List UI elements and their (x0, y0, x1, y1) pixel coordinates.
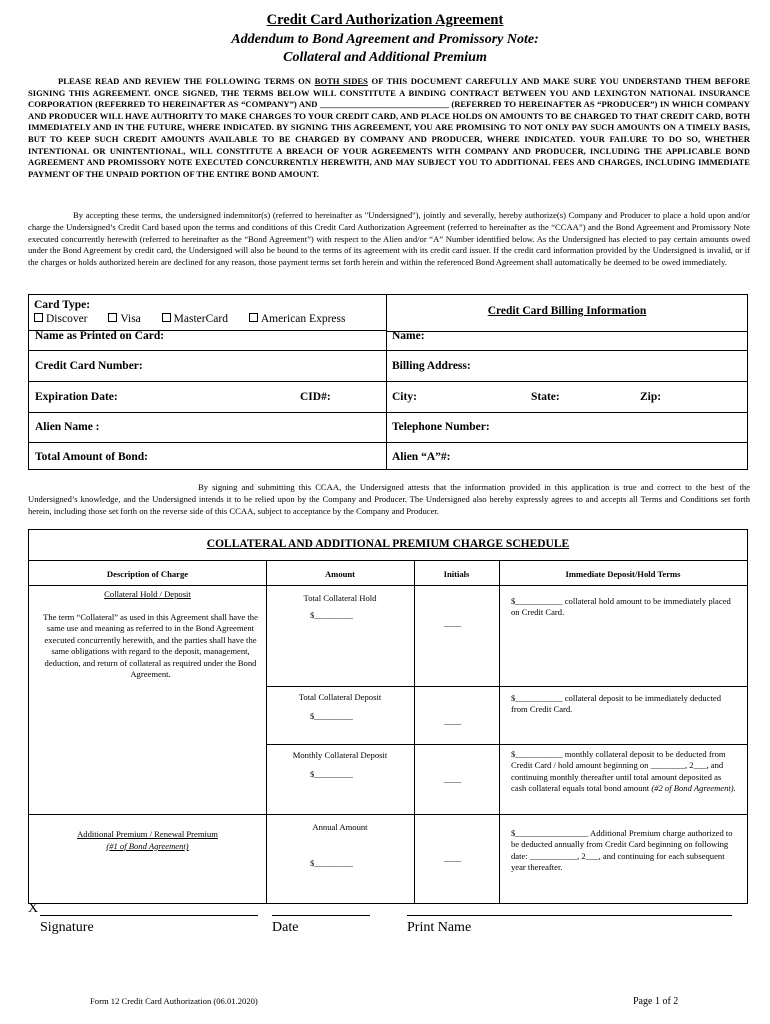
amount-input-monthly[interactable]: $_________ (310, 769, 353, 779)
option-label: Discover (46, 313, 88, 325)
expiration-date-field[interactable]: Expiration Date: (35, 391, 118, 403)
attestation-paragraph: By signing and submitting this CCAA, the Undersigned attests that the information provided in this application is true and correct to the best of the Undersigned’s knowledge, and the Undersigned intends it to be relied upon by the Company and Producer. The Undersigned also hereby expressly agrees to and accepts all Terms and Conditions set forth herein, including those set forth on the reverse side of this CCAA, subject to acceptance by the Company and Producer. (28, 482, 750, 516)
date-label: Date (272, 920, 299, 935)
cid-field[interactable]: CID#: (300, 391, 331, 403)
billing-address-field[interactable]: Billing Address: (392, 360, 471, 372)
option-label: MasterCard (173, 313, 228, 325)
signature-x-mark: X (28, 901, 39, 916)
terms-deposit: $___________ collateral deposit to be immediately deducted from Credit Card. (511, 693, 722, 715)
collateral-description: The term “Collateral” as used in this Agreement shall have the same use and meaning as referred to in the Bond Agreement executed concurrently herewith, and the parties shall have the same obligations with regard to the deposit, management, deduction, and return of collateral as required under the Bond Agreement. (43, 612, 258, 680)
print-name-line[interactable] (407, 915, 732, 916)
billing-info-header: Credit Card Billing Information (487, 305, 647, 317)
amount-input-annual[interactable]: $_________ (310, 858, 353, 868)
premium-reference: (#1 of Bond Agreement) (106, 841, 189, 851)
premium-label: Additional Premium / Renewal Premium (77, 829, 218, 839)
amount-input-deposit[interactable]: $_________ (310, 711, 353, 721)
terms-hold: $___________ collateral hold amount to be immediately placed on Credit Card. (511, 596, 731, 618)
zip-field[interactable]: Zip: (640, 391, 662, 403)
charge-schedule (28, 529, 748, 904)
name-field[interactable]: Name: (392, 330, 425, 342)
amount-label-deposit: Total Collateral Deposit (298, 692, 382, 702)
document-subtitle-2: Collateral and Additional Premium (283, 50, 487, 65)
page-number: Page 1 of 2 (633, 996, 679, 1007)
state-field[interactable]: State: (531, 391, 560, 403)
terms-monthly-ref: (#2 of Bond Agreement). (651, 783, 736, 794)
authorization-paragraph: By accepting these terms, the undersigned indemnitor(s) (referred to hereinafter as "Undersigned"), jointly and severally, hereby authorize(s) Company and Producer to place a hold upon and/or charge the Undersigned’s Credit Card based upon the terms and conditions of this Credit Card Authorization Agreement (referred to hereinafter as the “CCAA”) and the Bond Agreement and Promissory Note executed concurrently herewith (referred to hereinafter as the “Bond Agreement”) with respect to the Alien and/or “A” Number identified below. As the Undersigned has elected to pay certain amounts owed under the Bond Agreement by credit card, the Undersigned will also be bound to the terms of its agreement with its credit card issuer. If the credit card information provided by the Undersigned is invalid, or if the charges or holds authorized herein are declined for any reason, those payment terms set forth herein and within the referenced Bond Agreement shall automatically be deemed to be owed immediately. (28, 210, 750, 268)
print-name-label: Print Name (407, 920, 472, 935)
header-description: Description of Charge (106, 569, 189, 579)
document-title: Credit Card Authorization Agreement (266, 12, 504, 28)
date-line[interactable] (272, 915, 370, 916)
schedule-title: COLLATERAL AND ADDITIONAL PREMIUM CHARGE SCHEDULE (206, 538, 570, 550)
notice-paragraph (28, 76, 750, 180)
collateral-label: Collateral Hold / Deposit (104, 589, 191, 599)
initials-input-deposit[interactable]: ____ (444, 716, 462, 726)
amount-input-hold[interactable]: $_________ (310, 610, 353, 620)
card-number-field[interactable]: Credit Card Number: (35, 360, 143, 372)
signature-line[interactable] (40, 915, 258, 916)
terms-monthly (511, 749, 737, 795)
form-id: Form 12 Credit Card Authorization (06.01.2020) (90, 996, 258, 1006)
option-label: Visa (120, 313, 141, 325)
header-initials: Initials (443, 569, 470, 579)
name-on-card-field[interactable]: Name as Printed on Card: (35, 330, 165, 342)
option-label: American Express (260, 313, 346, 325)
card-type-label: Card Type: (34, 299, 91, 311)
initials-input-monthly[interactable]: ____ (444, 774, 462, 784)
alien-name-field[interactable]: Alien Name : (35, 421, 100, 433)
total-bond-field[interactable]: Total Amount of Bond: (35, 451, 149, 463)
header-terms: Immediate Deposit/Hold Terms (565, 569, 681, 579)
header-amount: Amount (324, 569, 356, 579)
amount-label-monthly: Monthly Collateral Deposit (292, 750, 388, 760)
telephone-field[interactable]: Telephone Number: (392, 421, 490, 433)
amount-label-hold: Total Collateral Hold (303, 593, 377, 603)
notice-text-a: PLEASE READ AND REVIEW THE FOLLOWING TERMS ON (58, 76, 315, 86)
alien-a-number-field[interactable]: Alien “A”#: (392, 451, 451, 463)
initials-input-annual[interactable]: ____ (444, 853, 462, 863)
amount-label-annual: Annual Amount (312, 822, 368, 832)
initials-input-hold[interactable]: ____ (444, 618, 462, 628)
terms-monthly-text: $___________ monthly collateral deposit to be deducted from Credit Card / hold amount beginning on ________, 2___, and continuing monthly thereafter until total amount deposited as cash collateral equals total bond amount (511, 749, 726, 794)
notice-both-sides: BOTH SIDES (314, 76, 368, 86)
document-subtitle: Addendum to Bond Agreement and Promissory Note: (231, 32, 539, 47)
card-form-rows (28, 294, 748, 470)
city-field[interactable]: City: (392, 391, 417, 403)
notice-text-b: OF THIS DOCUMENT CAREFULLY AND MAKE SURE YOU UNDERSTAND THEM BEFORE SIGNING THIS AGREEMENT. ONCE SIGNED, THE TERMS BELOW WILL CONSTITUTE A BINDING CONTRACT BETWEEN YOU AND LEXINGTON NATIONAL INSURANCE CORPORATION (REFERRED TO HEREINAFTER AS “COMPANY”) AND ______________________________ (REFERRED TO HEREINAFTER AS “PRODUCER”) IN WHICH COMPANY AND PRODUCER WILL HAVE AUTHORITY TO MAKE CHARGES TO YOUR CREDIT CARD, AND PLACE HOLDS ON AMOUNTS TO BE CHARGED TO THAT CREDIT CARD, BOTH IMMEDIATELY AND IN THE FUTURE, WHERE INDICATED. BY SIGNING THIS AGREEMENT, YOU ARE PROMISING TO NOT ONLY PAY SUCH AMOUNTS ON A TIMELY BASIS, BUT TO KEEP SUCH CREDIT AMOUNTS AVAILABLE TO BE CHARGED BY COMPANY AND PRODUCER, WHERE INDICATED. YOUR FAILURE TO DO SO, WHETHER INTENTIONAL OR UNINTENTIONAL, WILL CONSTITUTE A BREACH OF YOUR AGREEMENTS WITH COMPANY AND PRODUCER, INCLUDING THE APPLICABLE BOND AGREEMENT AND PROMISSORY NOTE EXECUTED CONCURRENTLY HEREWITH, AND MAY SUBJECT YOU TO ADDITIONAL FEES AND CHARGES, INCLUDING IMMEDIATE PAYMENT OF THE UNPAID PORTION OF THE ENTIRE BOND AMOUNT. (28, 76, 751, 179)
terms-annual: $_________________ Additional Premium charge authorized to be deducted annually from Credit Card beginning on following date: ___________, 2___, and continuing for each subsequent year thereafter. (511, 828, 733, 873)
signature-label: Signature (40, 920, 94, 935)
